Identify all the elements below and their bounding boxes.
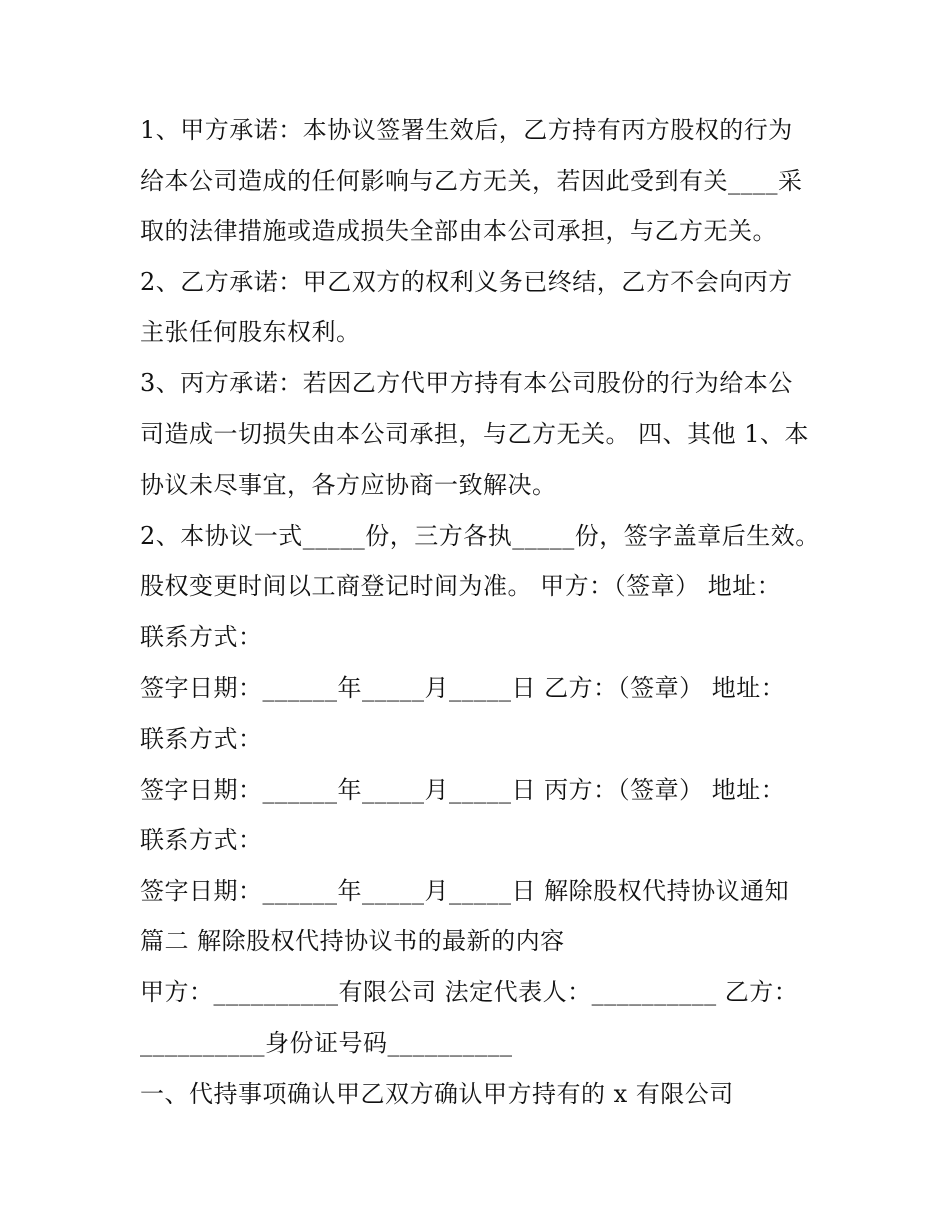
text-line: 2、乙方承诺：甲乙双方的权利义务已终结，乙方不会向丙方 — [140, 268, 793, 296]
text-line: 2、本协议一式_____份，三方各执_____份，签字盖章后生效。 — [140, 522, 820, 550]
text-line: 联系方式： — [140, 826, 263, 854]
text-line: __________身份证号码__________ — [140, 1029, 513, 1057]
text-line: 取的法律措施或造成损失全部由本公司承担，与乙方无关。 — [140, 217, 777, 245]
text-line: 协议未尽事宜，各方应协商一致解决。 — [140, 471, 557, 499]
text-line: 司造成一切损失由本公司承担，与乙方无关。 四、其他 1、本 — [140, 420, 810, 448]
text-line: 签字日期：______年_____月_____日 丙方：（签章） 地址： — [140, 776, 786, 804]
text-line: 联系方式： — [140, 623, 263, 651]
text-line: 1、甲方承诺：本协议签署生效后，乙方持有丙方股权的行为 — [140, 116, 793, 144]
text-line: 主张任何股东权利。 — [140, 318, 361, 346]
text-line: 3、丙方承诺：若因乙方代甲方持有本公司股份的行为给本公 — [140, 369, 793, 397]
text-line: 签字日期：______年_____月_____日 乙方：（签章） 地址： — [140, 674, 786, 702]
text-line: 联系方式： — [140, 725, 263, 753]
text-line: 签字日期：______年_____月_____日 解除股权代持协议通知 — [140, 877, 790, 905]
text-line: 股权变更时间以工商登记时间为准。 甲方：（签章） 地址： — [140, 572, 782, 600]
text-line: 篇二 解除股权代持协议书的最新的内容 — [140, 927, 565, 955]
text-line: 给本公司造成的任何影响与乙方无关，若因此受到有关____采 — [140, 167, 803, 195]
text-line: 一、代持事项确认甲乙双方确认甲方持有的 x 有限公司 — [140, 1080, 734, 1108]
text-line: 甲方：__________有限公司 法定代表人：__________ 乙方： — [140, 978, 799, 1006]
